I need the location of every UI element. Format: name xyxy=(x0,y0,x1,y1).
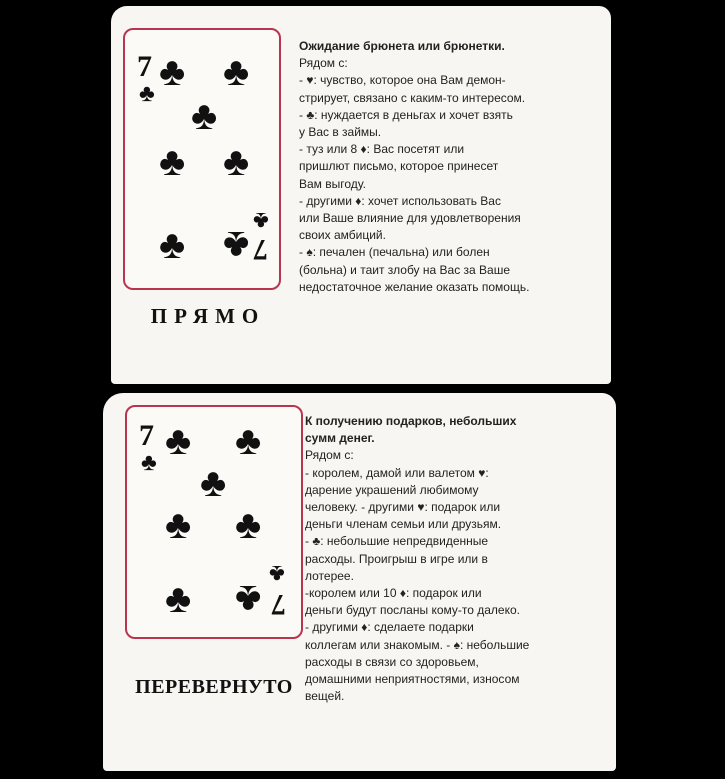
description-line: - туз или 8 ♦: Вас посетят или xyxy=(299,142,465,157)
description-line: вещей. xyxy=(305,689,345,704)
club-icon: ♣ xyxy=(235,418,262,463)
description-line: Вам выгоду. xyxy=(299,176,366,191)
club-icon: ♣ xyxy=(165,576,192,621)
upright-description xyxy=(299,38,604,296)
description-line: - ♣: небольшие непредвиденные xyxy=(305,534,489,549)
upright-card-panel xyxy=(111,6,611,384)
description-line: своих амбиций. xyxy=(299,228,386,243)
description-line: расходы. Проигрыш в игре или в xyxy=(305,551,488,566)
club-icon: ♣ xyxy=(159,139,186,184)
club-icon: ♣ xyxy=(200,460,227,505)
card-rank-bottom: 7 xyxy=(271,588,286,621)
reversed-description xyxy=(305,413,610,705)
description-line: - ♣: нуждается в деньгах и хочет взять xyxy=(299,107,513,122)
description-line: дарение украшений любимому xyxy=(305,482,479,497)
description-line: человеку. - другими ♥: подарок или xyxy=(305,500,501,515)
seven-of-clubs-card-upright xyxy=(123,28,281,290)
description-line: - другими ♦: сделаете подарки xyxy=(305,620,474,635)
description-line: у Вас в займы. xyxy=(299,125,382,140)
description-line: - ♠: печален (печальна) или болен xyxy=(299,245,490,260)
club-icon: ♣ xyxy=(223,49,250,94)
card-rank-top: 7 xyxy=(139,419,154,452)
description-line: стрирует, связано с каким-то интересом. xyxy=(299,90,526,105)
club-icon: ♣ xyxy=(235,577,262,622)
seven-of-clubs-card-reversed xyxy=(125,405,303,639)
description-line: домашними неприятностями, износом xyxy=(305,672,520,687)
description-line: деньги будут посланы кому-то далеко. xyxy=(305,603,520,618)
club-icon: ♣ xyxy=(223,223,250,268)
club-icon: ♣ xyxy=(235,502,262,547)
club-icon: ♣ xyxy=(165,502,192,547)
upright-title: Ожидание брюнета или брюнетки. xyxy=(299,39,505,53)
description-line: или Ваше влияние для удовлетворения xyxy=(299,211,521,226)
description-line: - другими ♦: хочет использовать Вас xyxy=(299,193,501,208)
reversed-title-line: К получению подарков, небольших xyxy=(305,414,517,428)
description-line: Рядом с: xyxy=(299,56,348,71)
description-line: коллегам или знакомым. - ♠: небольшие xyxy=(305,637,530,652)
description-line: недостаточное желание оказать помощь. xyxy=(299,279,530,294)
club-icon: ♣ xyxy=(165,418,192,463)
club-icon: ♣ xyxy=(159,222,186,267)
club-icon: ♣ xyxy=(191,93,218,138)
reversed-title-line: сумм денег. xyxy=(305,431,375,446)
description-line: - ♥: чувство, которое она Вам демон- xyxy=(299,73,506,88)
description-line: лотерее. xyxy=(305,568,354,583)
description-line: пришлют письмо, которое принесет xyxy=(299,159,499,174)
club-icon: ♣ xyxy=(253,207,269,233)
description-line: (больна) и таит злобу на Вас за Ваше xyxy=(299,262,511,277)
reversed-position-label: ПЕРЕВЕРНУТО xyxy=(135,676,293,698)
description-line: расходы в связи со здоровьем, xyxy=(305,654,479,669)
club-icon: ♣ xyxy=(159,49,186,94)
club-icon: ♣ xyxy=(269,560,285,586)
card-rank-bottom: 7 xyxy=(253,233,268,266)
description-line: деньги членам семьи или друзьям. xyxy=(305,517,502,532)
club-icon: ♣ xyxy=(141,450,157,476)
upright-position-label: ПРЯМО xyxy=(150,304,266,328)
reversed-card-panel xyxy=(103,393,616,771)
description-line: - королем, дамой или валетом ♥: xyxy=(305,465,489,480)
club-icon: ♣ xyxy=(139,81,155,107)
description-line: -королем или 10 ♦: подарок или xyxy=(305,586,482,601)
description-line: Рядом с: xyxy=(305,448,354,463)
club-icon: ♣ xyxy=(223,139,250,184)
card-rank-top: 7 xyxy=(137,50,152,83)
